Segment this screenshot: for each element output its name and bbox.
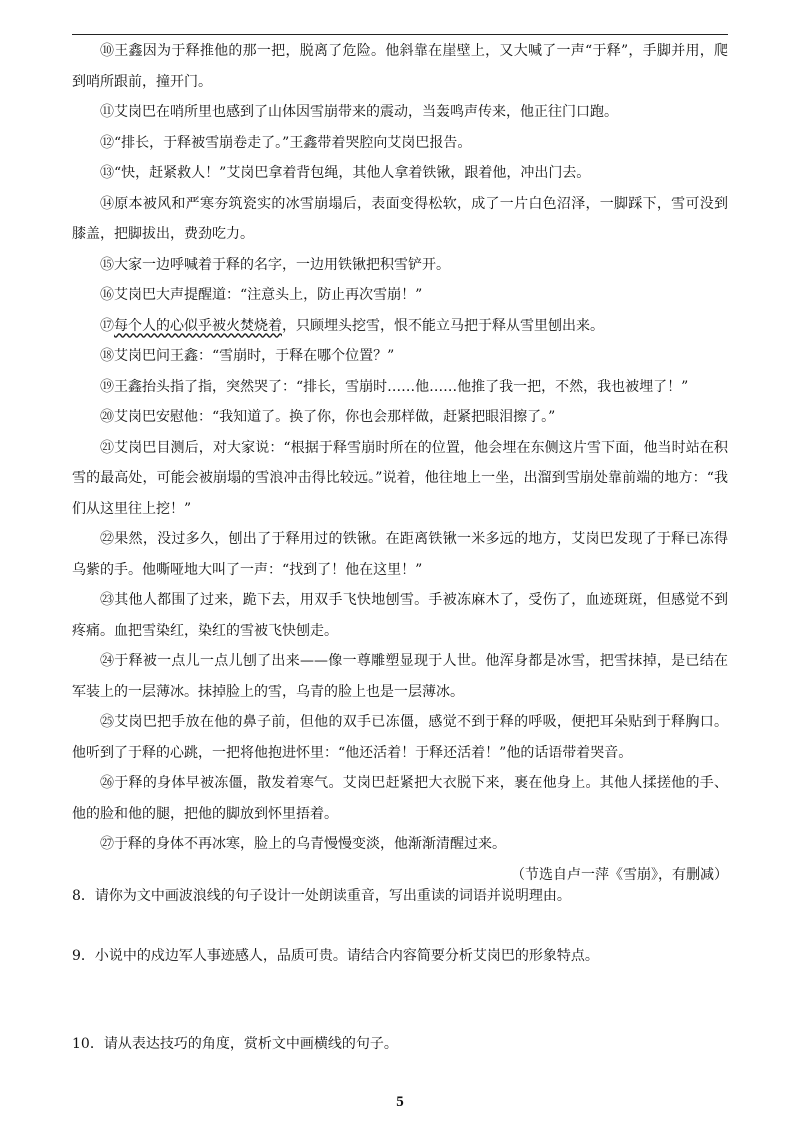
page-number: 5 [396,1094,404,1110]
paragraph-17-number: ⑰ [100,317,114,334]
story-text [72,36,728,890]
paragraph-20: ⑳艾岗巴安慰他：“我知道了。换了你，你也会那样做，赶紧把眼泪擦了。” [100,409,556,425]
paragraph-26: ㉖于释的身体早被冻僵，散发着寒气。艾岗巴赶紧把大衣脱下来，裹在他身上。其他人揉搓他的手、他的脸和他的腿，把他的脚放到怀里捂着。 [72,775,728,822]
wavy-underlined-sentence: 每个人的心似乎被火焚烧着 [114,317,282,334]
paragraph-23: ㉓其他人都围了过来，跪下去，用双手飞快地刨雪。手被冻麻木了，受伤了，血迹斑斑，但感觉不到疼痛。血把雪染红，染红的雪被飞快刨走。 [72,592,728,639]
source-citation: （节选自卢一萍《雪崩》，有删减） [511,866,728,883]
question-9: 9．小说中的戍边军人事迹感人，品质可贵。请结合内容简要分析艾岗巴的形象特点。 [72,948,599,964]
paragraph-25: ㉕艾岗巴把手放在他的鼻子前，但他的双手已冻僵，感觉不到于释的呼吸，便把耳朵贴到于释胸口。他听到了于释的心跳，一把将他抱进怀里：“他还活着！于释还活着！”他的话语带着哭音。 [72,714,728,761]
paragraph-10: ⑩王鑫因为于释推他的那一把，脱离了危险。他斜靠在崖壁上，又大喊了一声“于释”，手脚并用，爬到哨所跟前，撞开门。 [72,43,728,90]
paragraph-24: ㉔于释被一点儿一点儿刨了出来——像一尊雕塑显现于人世。他浑身都是冰雪，把雪抹掉，是已结在军装上的一层薄冰。抹掉脸上的雪，乌青的脸上也是一层薄冰。 [72,653,728,700]
question-8: 8．请你为文中画波浪线的句子设计一处朗读重音，写出重读的词语并说明理由。 [72,888,571,904]
top-rule [72,34,728,35]
paragraph-19: ⑲王鑫抬头指了指，突然哭了：“排长，雪崩时……他……他推了我一把，不然，我也被埋了！” [100,378,689,395]
paragraph-22: ㉒果然，没过多久，刨出了于释用过的铁锹。在距离铁锹一米多远的地方，艾岗巴发现了于释已冻得乌紫的手。他嘶哑地大叫了一声：“找到了！他在这里！” [72,531,728,578]
paragraph-14: ⑭原本被风和严寒夯筑瓷实的冰雪崩塌后，表面变得松软，成了一片白色沼泽，一脚踩下，雪可没到膝盖，把脚拔出，费劲吃力。 [72,195,728,242]
question-10: 10．请从表达技巧的角度，赏析文中画横线的句子。 [72,1036,398,1052]
paragraph-27: ㉗于释的身体不再冰寒，脸上的乌青慢慢变淡，他渐渐清醒过来。 [100,836,506,852]
paragraph-21: ㉑艾岗巴目测后，对大家说：“根据于释雪崩时所在的位置，他会埋在东侧这片雪下面，他当时站在积雪的最高处，可能会被崩塌的雪浪冲击得比较远。”说着，他往地上一坐，出溜到雪崩处靠前端的地方：“我们从这里往上挖！” [72,439,728,517]
paragraph-15: ⑮大家一边呼喊着于释的名字，一边用铁锹把积雪铲开。 [100,256,450,273]
paragraph-18: ⑱艾岗巴问王鑫：“雪崩时，于释在哪个位置？” [100,348,395,364]
paragraph-12: ⑫“排长，于释被雪崩卷走了。”王鑫带着哭腔向艾岗巴报告。 [100,134,472,151]
paragraph-17 [72,311,728,342]
paragraph-17-rest: ，只顾埋头挖雪，恨不能立马把于释从雪里刨出来。 [282,317,604,334]
paragraph-11: ⑪艾岗巴在哨所里也感到了山体因雪崩带来的震动，当轰鸣声传来，他正往门口跑。 [100,104,618,120]
paragraph-16: ⑯艾岗巴大声提醒道：“注意头上，防止再次雪崩！” [100,287,423,303]
paragraph-13: ⑬“快，赶紧救人！”艾岗巴拿着背包绳，其他人拿着铁锹，跟着他，冲出门去。 [100,165,591,181]
